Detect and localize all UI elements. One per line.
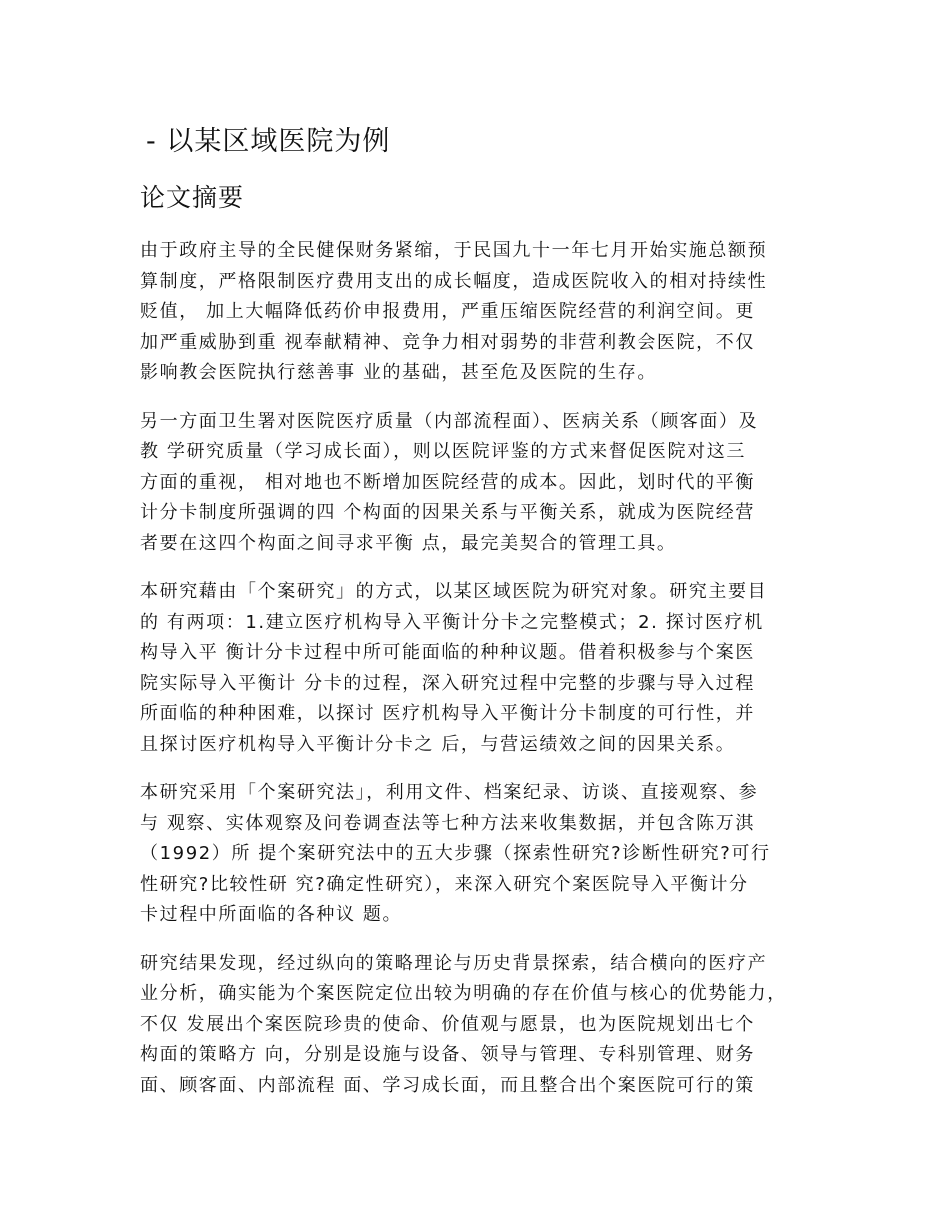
text-line: 影响教会医院执行慈善事 业的基础，甚至危及医院的生存。 [140, 362, 657, 383]
text-line: 面、顾客面、内部流程 面、学习成长面，而且整合出个案医院可行的策 [140, 1074, 755, 1096]
text-line: 不仅 发展出个案医院珍贵的使命、价值观与愿景，也为医院规划出七个 [140, 1013, 755, 1035]
abstract-paragraph-5 [140, 949, 830, 1102]
abstract-heading: 论文摘要 [140, 183, 245, 212]
text-line: （1992）所 提个案研究法中的五大步骤（探索性研究?诊断性研究?可行 [140, 843, 771, 864]
text-line: 构面的策略方 向，分别是设施与设备、领导与管理、专科别管理、财务 [140, 1044, 755, 1065]
text-line: 加严重威胁到重 视奉献精神、竞争力相对弱势的非营利教会医院，不仅 [140, 331, 755, 353]
text-line: 教 学研究质量（学习成长面），则以医院评鉴的方式来督促医院对这三 [140, 441, 746, 462]
text-line: 由于政府主导的全民健保财务紧缩，于民国九十一年七月开始实施总额预 [140, 240, 768, 261]
abstract-paragraph-3 [140, 577, 830, 760]
text-line: 院实际导入平衡计 分卡的过程，深入研究过程中完整的步骤与导入过程 [140, 672, 755, 694]
text-line: 贬值， 加上大幅降低药价申报费用，严重压缩医院经营的利润空间。更 [140, 301, 755, 322]
text-line: 方面的重视， 相对地也不断增加医院经营的成本。因此，划时代的平衡 [140, 471, 755, 493]
text-line: 算制度，严格限制医疗费用支出的成长幅度，造成医院收入的相对持续性 [140, 270, 768, 292]
text-line: 卡过程中所面临的各种议 题。 [140, 904, 403, 925]
text-line: 计分卡制度所强调的四 个构面的因果关系与平衡关系，就成为医院经营 [140, 502, 755, 523]
text-line: 本研究采用「个案研究法」，利用文件、档案纪录、访谈、直接观察、参 [140, 782, 759, 803]
text-line: 性研究?比较性研 究?确定性研究），来深入研究个案医院导入平衡计分 [140, 873, 749, 895]
text-line: 且探讨医疗机构导入平衡计分卡之 后，与营运绩效之间的因果关系。 [140, 733, 736, 755]
document-subtitle: - 以某区域医院为例 [146, 126, 391, 157]
text-line: 与 观察、实体观察及问卷调查法等七种方法来收集数据，并包含陈万淇 [140, 812, 755, 834]
text-line: 业分析，确实能为个案医院定位出较为明确的存在价值与核心的优势能力， [140, 983, 787, 1004]
text-line: 者要在这四个构面之间寻求平衡 点，最完美契合的管理工具。 [140, 532, 677, 554]
text-line: 本研究藉由「个案研究」的方式，以某区域医院为研究对象。研究主要目 [140, 581, 768, 602]
text-line: 构导入平 衡计分卡过程中所可能面临的种种议题。借着积极参与个案医 [140, 642, 755, 663]
abstract-paragraph-4 [140, 778, 830, 931]
text-line: 的 有两项：1.建立医疗机构导入平衡计分卡之完整模式；2. 探讨医疗机 [140, 611, 764, 633]
text-line: 另一方面卫生署对医院医疗质量（内部流程面）、医病关系（顾客面）及 [140, 410, 759, 432]
abstract-paragraph-2 [140, 407, 830, 560]
abstract-paragraph-1 [140, 236, 830, 389]
document-page [140, 118, 830, 1119]
text-line: 所面临的种种困难，以探讨 医疗机构导入平衡计分卡制度的可行性，并 [140, 703, 755, 724]
text-line: 研究结果发现，经过纵向的策略理论与历史背景探索，结合横向的医疗产 [140, 952, 768, 974]
